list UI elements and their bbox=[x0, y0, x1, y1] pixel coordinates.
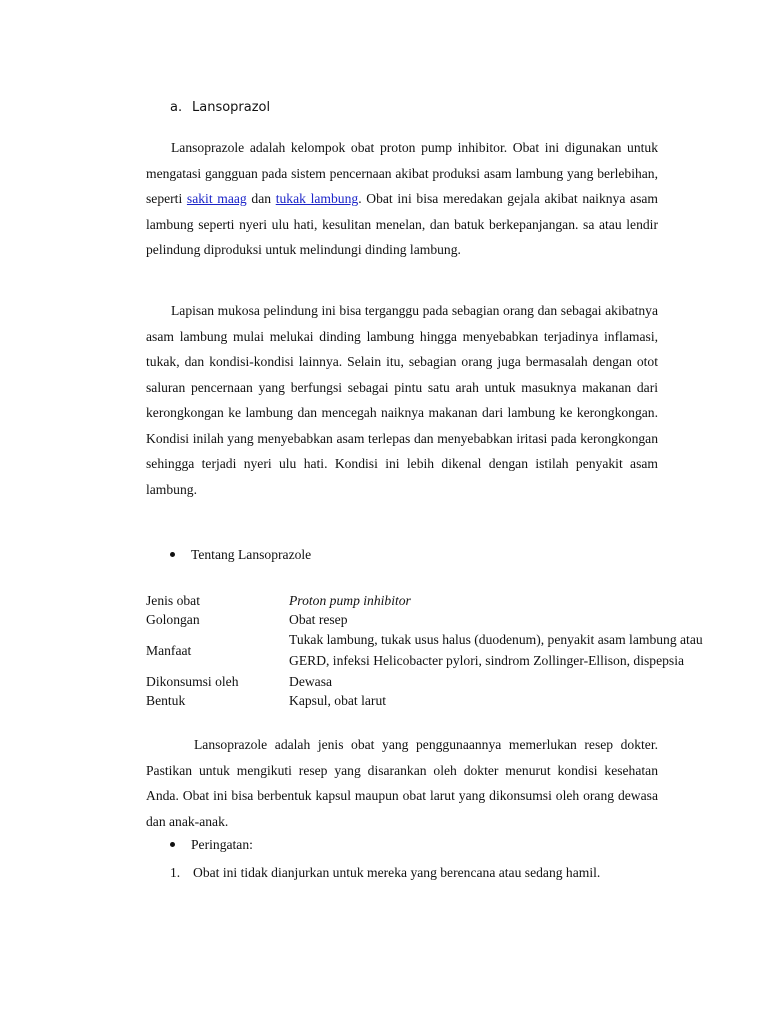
info-label: Golongan bbox=[146, 612, 200, 627]
section-number: a. bbox=[170, 100, 183, 115]
paragraph-mukosa: Lapisan mukosa pelindung ini bisa terganggu pada sebagian orang dan sebagai akibatnya asam lambung mulai melukai dinding lambung hingga menyebabkan terjadinya inflamasi, tukak, dan kondisi-kondisi lainnya. Selain itu, sebagian orang juga bermasalah dengan otot saluran pencernaan yang berfungsi sebagai pintu satu arah untuk masuknya makanan dari kerongkongan ke lambung dan mencegah naiknya makanan dari lambung ke kerongkongan. Kondisi inilah yang menyebabkan asam terlepas dan menyebabkan iritasi pada kerongkongan sehingga terjadi nyeri ulu hati. Kondisi ini lebih dikenal dengan istilah penyakit asam lambung. bbox=[146, 303, 658, 497]
warning-number: 1. bbox=[170, 865, 181, 880]
info-value-line-1: Tukak lambung, tukak usus halus (duodenum), penyakit asam lambung atau bbox=[289, 632, 703, 647]
info-value bbox=[289, 629, 766, 672]
info-value: Kapsul, obat larut bbox=[289, 693, 387, 708]
warning-text: Obat ini tidak dianjurkan untuk mereka yang berencana atau sedang hamil. bbox=[193, 865, 601, 880]
info-value: Dewasa bbox=[289, 674, 333, 689]
info-row-manfaat bbox=[146, 629, 766, 672]
warning-item bbox=[170, 864, 670, 882]
drug-info-table bbox=[146, 591, 766, 710]
info-value: Proton pump inhibitor bbox=[289, 593, 411, 608]
bullet-dot-icon bbox=[170, 552, 175, 557]
bullet-dot-icon bbox=[170, 842, 175, 847]
link-sakit-maag[interactable]: sakit maag bbox=[186, 191, 247, 206]
info-label: Bentuk bbox=[146, 693, 186, 708]
section-heading bbox=[170, 100, 270, 115]
paragraph-intro-text-b: dan bbox=[246, 191, 276, 206]
link-tukak-lambung[interactable]: tukak lambung bbox=[275, 191, 359, 206]
info-label: Manfaat bbox=[146, 643, 192, 658]
paragraph-intro-text-c: . Obat ini bisa meredakan gejala akibat naiknya asam lambung seperti nyeri ulu hati, kesulitan menelan, dan batuk berkepanjangan. sa atau lendir pelindung diproduksi untuk melindungi dinding lambung. bbox=[146, 191, 658, 257]
paragraph-intro-text-a: Lansoprazole adalah kelompok obat proton pump inhibitor. Obat ini digunakan untuk mengatasi gangguan pada sistem pencernaan akibat produksi asam lambung yang berlebihan, seperti bbox=[146, 140, 658, 206]
bullet-tentang-label: Tentang Lansoprazole bbox=[191, 547, 312, 562]
bullet-tentang bbox=[170, 546, 311, 564]
bullet-peringatan-label: Peringatan: bbox=[191, 837, 253, 852]
info-row-dikonsumsi-oleh bbox=[146, 672, 766, 691]
info-row-bentuk bbox=[146, 691, 766, 710]
info-row-jenis-obat bbox=[146, 591, 766, 610]
paragraph-resep: Lansoprazole adalah jenis obat yang penggunaannya memerlukan resep dokter. Pastikan untuk mengikuti resep yang disarankan oleh dokter menurut kondisi kesehatan Anda. Obat ini bisa berbentuk kapsul maupun obat larut yang dikonsumsi oleh orang dewasa dan anak-anak. bbox=[146, 737, 658, 829]
info-row-golongan bbox=[146, 610, 766, 629]
info-value-line-2: GERD, infeksi Helicobacter pylori, sindrom Zollinger-Ellison, dispepsia bbox=[289, 653, 685, 668]
paragraph-intro bbox=[146, 135, 658, 263]
info-value: Obat resep bbox=[289, 612, 348, 627]
bullet-peringatan bbox=[170, 836, 253, 854]
info-label: Dikonsumsi oleh bbox=[146, 674, 239, 689]
info-label: Jenis obat bbox=[146, 593, 200, 608]
section-title: Lansoprazol bbox=[192, 100, 271, 115]
